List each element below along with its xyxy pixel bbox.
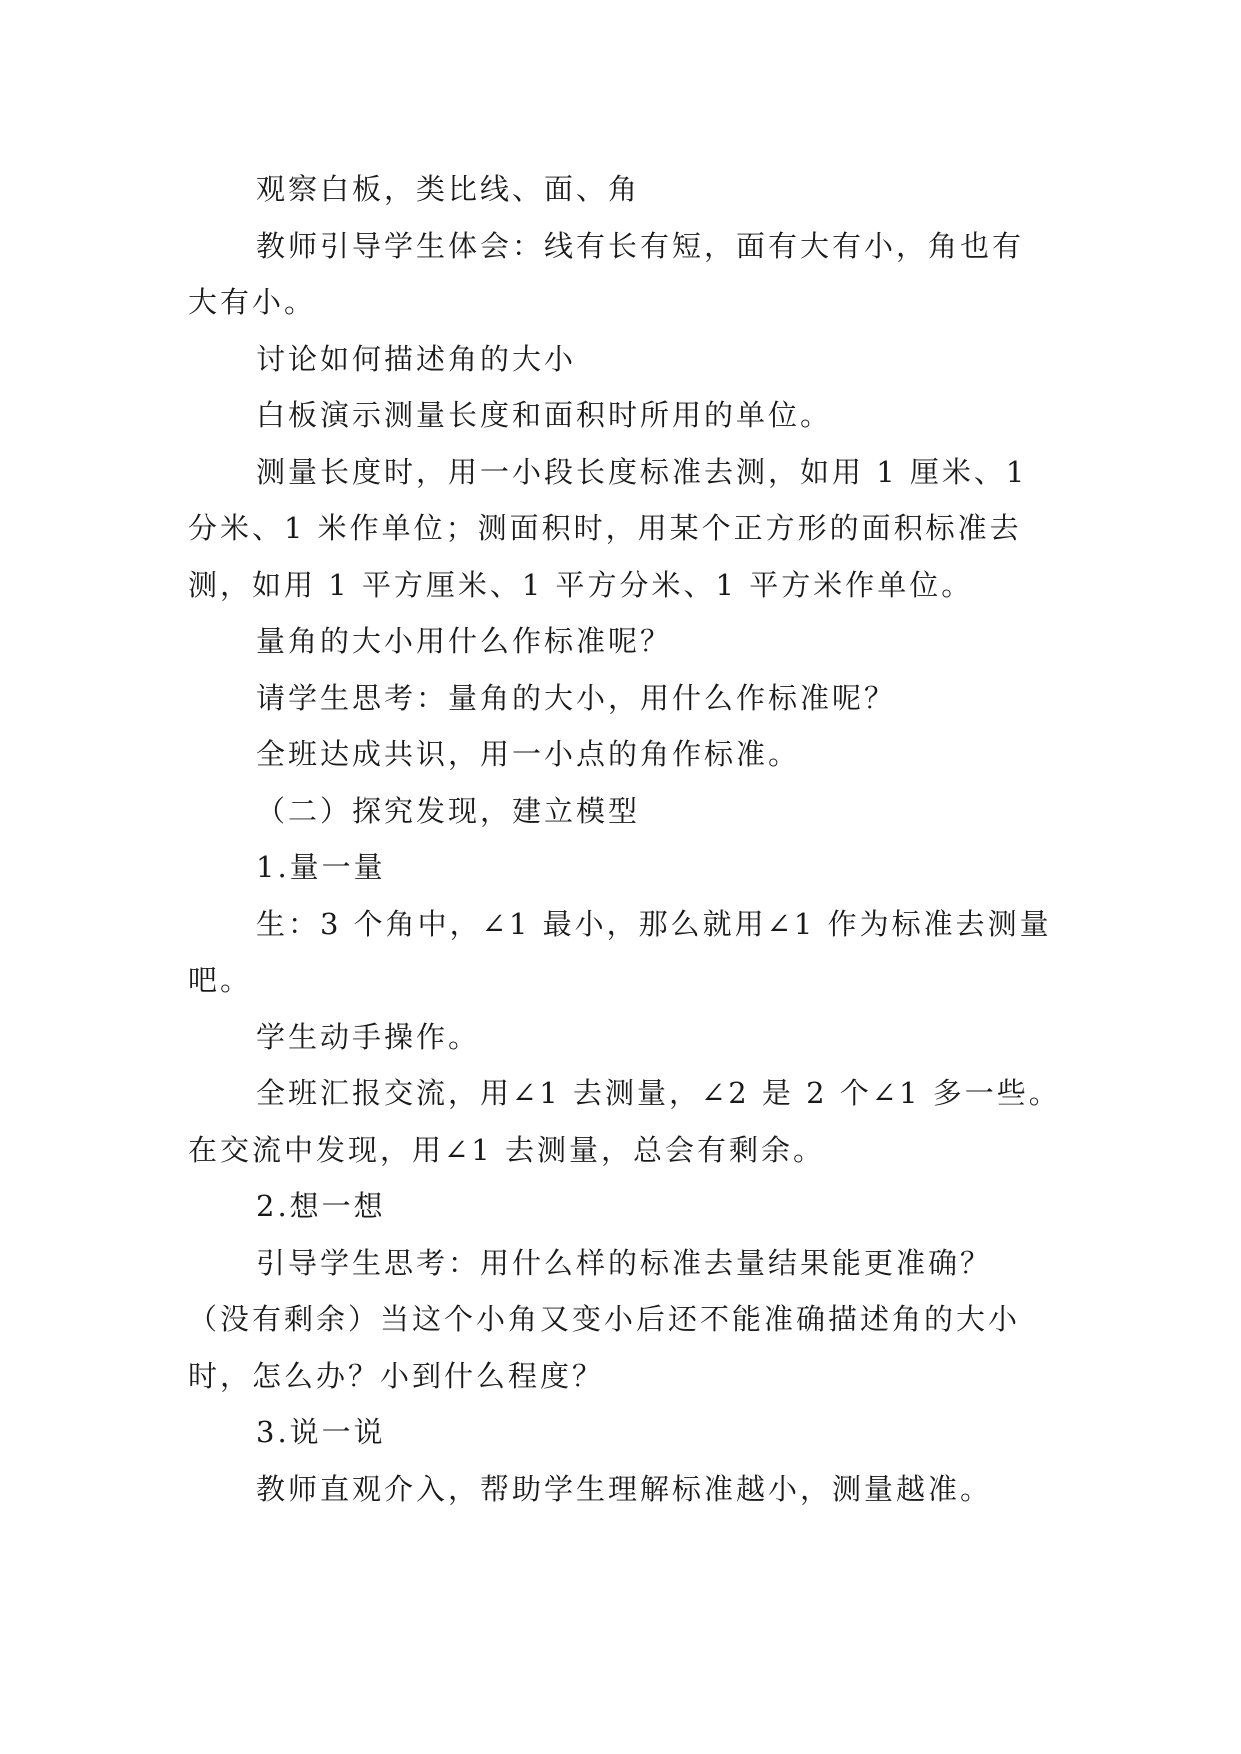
text-line: 3.说一说 [256, 1415, 386, 1449]
text-line: 测量长度时，用一小段长度标准去测，如用 1 厘米、1 [256, 454, 1028, 489]
text-line: 2.想一想 [256, 1189, 386, 1223]
paragraph [188, 218, 1068, 331]
text-line: 学生动手操作。 [256, 1019, 481, 1054]
paragraph [188, 331, 1068, 388]
section-heading [188, 783, 1068, 840]
text-line: 时，怎么办？小到什么程度？ [188, 1358, 605, 1393]
text-line: （没有剩余）当这个小角又变小后还不能准确描述角的大小 [188, 1302, 1021, 1336]
paragraph [188, 896, 1068, 1009]
text-line: 生：3 个角中，∠1 最小，那么就用∠1 作为标准去测量 [256, 906, 1052, 941]
paragraph [188, 1009, 1068, 1066]
text-line: 大有小。 [188, 285, 317, 319]
paragraph [188, 726, 1068, 783]
paragraph [188, 1461, 1068, 1518]
paragraph [188, 670, 1068, 727]
paragraph [188, 1065, 1068, 1178]
text-line: 全班达成共识，用一小点的角作标准。 [256, 737, 801, 771]
text-line: 量角的大小用什么作标准呢？ [256, 624, 673, 658]
text-line: 观察白板，类比线、面、角 [256, 172, 641, 206]
paragraph [188, 387, 1068, 444]
paragraph [188, 1235, 1068, 1405]
subsection-heading [188, 1404, 1068, 1461]
text-line: 白板演示测量长度和面积时所用的单位。 [256, 398, 833, 432]
text-line: 分米、1 米作单位；测面积时，用某个正方形的面积标准去 [188, 511, 1022, 545]
text-line: 吧。 [188, 963, 253, 997]
text-line: 教师引导学生体会：线有长有短，面有大有小，角也有 [256, 228, 1025, 263]
subsection-heading [188, 839, 1068, 896]
text-line: 1.量一量 [256, 850, 386, 884]
paragraph [188, 444, 1068, 614]
paragraph [188, 613, 1068, 670]
text-line: （二）探究发现，建立模型 [256, 793, 641, 828]
text-line: 请学生思考：量角的大小，用什么作标准呢？ [256, 680, 897, 715]
subsection-heading [188, 1178, 1068, 1235]
document-page [188, 161, 1068, 1517]
text-line: 讨论如何描述角的大小 [256, 341, 577, 376]
text-line: 引导学生思考：用什么样的标准去量结果能更准确？ [256, 1245, 993, 1280]
text-line: 教师直观介入，帮助学生理解标准越小，测量越准。 [256, 1471, 993, 1506]
text-line: 测，如用 1 平方厘米、1 平方分米、1 平方米作单位。 [188, 567, 974, 602]
paragraph [188, 161, 1068, 218]
text-line: 全班汇报交流，用∠1 去测量，∠2 是 2 个∠1 多一些。 [256, 1076, 1061, 1110]
text-line: 在交流中发现，用∠1 去测量，总会有剩余。 [188, 1132, 825, 1167]
